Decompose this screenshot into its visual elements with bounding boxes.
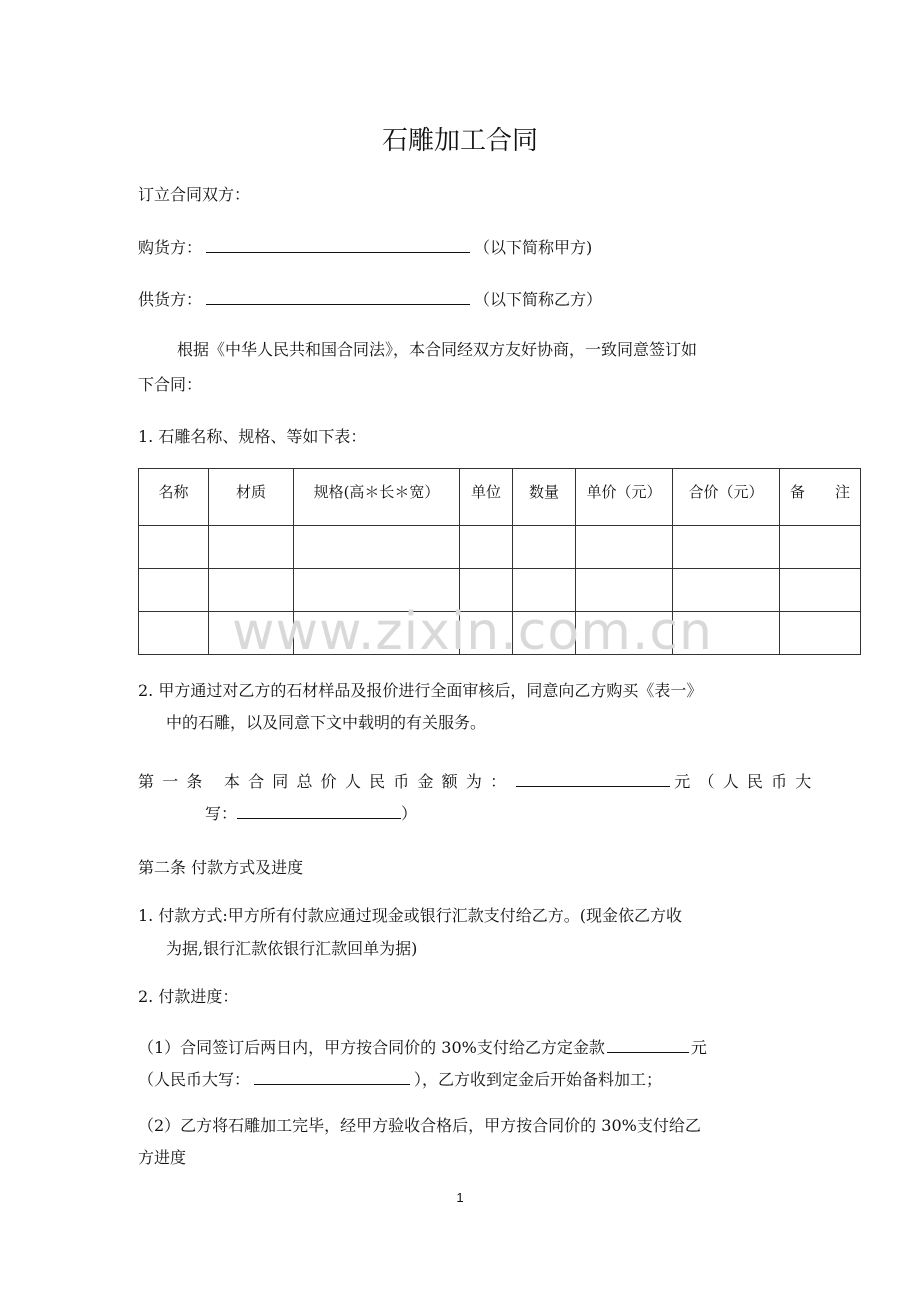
table-cell[interactable] (673, 526, 780, 569)
capital-amount-blank[interactable] (237, 802, 401, 819)
header-cell: 备 注 (780, 469, 861, 526)
progress-1-text: （1）合同签订后两日内，甲方按合同价的 30%支付给乙方定金款 (138, 1038, 605, 1057)
article-1-capital-label: 写： (205, 804, 238, 823)
watermark: www.zixin.com.cn (232, 602, 713, 662)
table-cell[interactable] (294, 526, 460, 569)
table-row (139, 526, 861, 569)
header-cell: 单价（元） (576, 469, 673, 526)
header-cell: 合价（元） (673, 469, 780, 526)
table-cell[interactable] (513, 526, 576, 569)
article-1-line-1 (138, 770, 820, 792)
table-cell[interactable] (780, 612, 861, 655)
header-cell: 单位 (460, 469, 513, 526)
table-header-row (139, 469, 861, 526)
header-cell: 材质 (209, 469, 294, 526)
table-cell[interactable] (139, 612, 209, 655)
parties-intro: 订立合同双方： (138, 185, 251, 204)
item-2-line-1: 2. 甲方通过对乙方的石材样品及报价进行全面审核后，同意向乙方购买《表一》 (138, 681, 703, 700)
preamble-line-2: 下合同： (138, 375, 203, 394)
table-cell[interactable] (139, 526, 209, 569)
supplier-line (138, 288, 602, 310)
buyer-label: 购货方： (138, 238, 203, 257)
progress-1-line-1 (138, 1036, 707, 1058)
page-number: 1 (456, 1190, 464, 1205)
article-2-title: 第二条 付款方式及进度 (138, 858, 304, 877)
article-1-close: ） (401, 804, 418, 823)
preamble-line-1: 根据《中华人民共和国合同法》，本合同经双方友好协商，一致同意签订如 (177, 340, 698, 359)
header-cell: 名称 (139, 469, 209, 526)
deposit-capital-blank[interactable] (254, 1068, 410, 1085)
progress-1-line-2 (138, 1068, 662, 1090)
progress-2-line-2: 方进度 (138, 1148, 187, 1167)
buyer-line (138, 236, 592, 258)
table-cell[interactable] (139, 569, 209, 612)
pay-1-line-2: 为据,银行汇款依银行汇款回单为据) (166, 939, 418, 958)
progress-1-capital-label: （人民币大写： (138, 1070, 251, 1089)
header-cell: 规格(高＊长＊宽） (294, 469, 460, 526)
progress-1-rest: ），乙方收到定金后开始备料加工； (414, 1070, 663, 1089)
pay-1-line-1: 1. 付款方式:甲方所有付款应通过现金或银行汇款支付给乙方。(现金依乙方收 (138, 906, 682, 925)
total-amount-blank[interactable] (516, 770, 670, 787)
supplier-label: 供货方： (138, 290, 203, 309)
deposit-blank[interactable] (607, 1036, 689, 1053)
article-1-line-2 (205, 802, 417, 824)
table-cell[interactable] (460, 526, 513, 569)
article-1-text: 第一条 本合同总价人民币金额为： (138, 772, 515, 791)
article-1-unit: 元（人民币大 (674, 772, 820, 791)
table-cell[interactable] (780, 569, 861, 612)
table-cell[interactable] (209, 526, 294, 569)
item-2-line-2: 中的石雕，以及同意下文中载明的有关服务。 (166, 713, 487, 732)
progress-2-line-1: （2）乙方将石雕加工完毕，经甲方验收合格后，甲方按合同价的 30%支付给乙 (138, 1116, 701, 1135)
buyer-blank[interactable] (206, 236, 470, 253)
item-1: 1. 石雕名称、规格、等如下表： (138, 427, 367, 446)
progress-1-unit: 元 (690, 1038, 707, 1057)
supplier-blank[interactable] (206, 288, 470, 305)
table-cell[interactable] (576, 526, 673, 569)
pay-2: 2. 付款进度： (138, 987, 239, 1006)
header-cell: 数量 (513, 469, 576, 526)
supplier-suffix: （以下简称乙方） (474, 290, 603, 309)
table-cell[interactable] (780, 526, 861, 569)
document-title: 石雕加工合同 (381, 126, 538, 156)
buyer-suffix: （以下简称甲方) (474, 238, 593, 257)
